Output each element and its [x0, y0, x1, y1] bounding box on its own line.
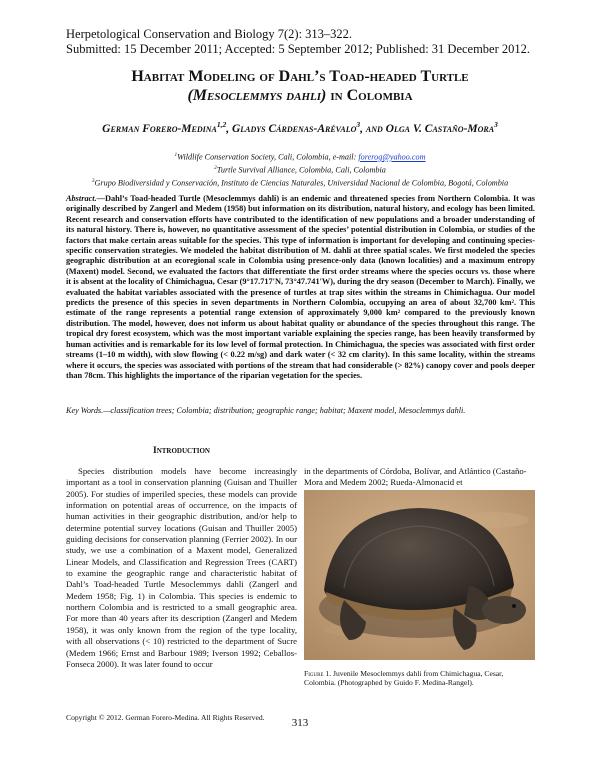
affil-2-marker: 2 — [214, 165, 217, 172]
submission-dates: Submitted: 15 December 2011; Accepted: 5 September 2012; Published: 31 December 2012. — [66, 42, 531, 56]
body-column-left — [66, 466, 297, 670]
affiliation-3: Grupo Biodiversidad y Conservación, Instituto de Ciencias Naturales, Universidad Nacional de Colombia, Bogotá, Colombia — [94, 179, 509, 189]
keywords: Key Words.—classification trees; Colombia; distribution; geographic range; habitat; Maxent model, Mesoclemmys dahli. — [66, 406, 466, 415]
title-species-name: (Mesoclemmys dahli) — [187, 87, 327, 104]
title-line-2-rest: in Colombia — [326, 87, 413, 104]
journal-citation: Herpetological Conservation and Biology 7(2): 313–322. — [66, 27, 353, 41]
affiliation-1: Wildlife Conservation Society, Cali, Colombia, e-mail: — [177, 152, 359, 162]
abstract-label: Abstract. — [66, 194, 97, 203]
author-1-affil: 1,2 — [216, 120, 227, 129]
body-column-right-text: in the departments of Córdoba, Bolívar, and Atlántico (Castaño-Mora and Medem 2002; Rueda-Almonacid et — [304, 466, 527, 488]
affiliations — [40, 150, 560, 190]
copyright-notice: Copyright © 2012. German Forero-Medina. All Rights Reserved. — [66, 713, 265, 722]
author-2-affil: 3 — [356, 120, 361, 129]
figure-caption-text: Juvenile Mesoclemmys dahli from Chimichagua, Cesar, Colombia. (Photographed by Guido F. Medina-Rangel). — [304, 669, 504, 688]
author-1: German Forero-Medina — [102, 122, 217, 135]
figure-label: Figure 1. — [304, 669, 332, 678]
turtle-photo — [304, 490, 535, 660]
abstract — [66, 194, 535, 381]
paper-title — [40, 67, 560, 105]
author-2: Gladys Cárdenas-Arévalo — [231, 122, 357, 135]
figure-caption — [304, 669, 535, 688]
author-3: Olga V. Castaño-Mora — [385, 122, 495, 135]
journal-header — [66, 27, 546, 57]
section-heading-introduction: Introduction — [153, 446, 210, 456]
page-number: 313 — [291, 717, 309, 729]
author-list — [40, 120, 560, 135]
affiliation-2: Turtle Survival Alliance, Colombia, Cali, Colombia — [216, 165, 386, 175]
abstract-text: —Dahl’s Toad-headed Turtle (Mesoclemmys dahli) is an endemic and threatened species from Northern Colombia. It was originally described by Zangerl and Medem (1958) but information on its distribution, natural history, and ecology has been limited. Recent research and conservation efforts have contributed to the identification of new populations and a broader understanding of its natural history. There is, however, no quantitative assessment of the species’ potential distribution in Colombia, or studies of the factors that make certain areas suitable for the species. This type of information is important for developing and continuing species-specific conservation strategies. We modeled the habitat distribution of M. dahli at three spatial scales. We first modeled the species geographic distribution at an ecoregional scale in Colombia using presence-only data (known localities) and a maximum entropy (Maxent) model. Second, we evaluated the factors that differentiate the first order streams where the species occurs vs. those where it is absent at the locality of Chimichagua, Cesar (9°17.717'N, 73°47.741'W), during the dry season (December to March). Finally, we evaluated the habitat variables associated with the presence of turtles at trap sites within the streams in Chimichagua. Our model predicts the presence of this species in seven departments in Northern Colombia, occupying an area of about 32,700 km². This estimate of the range represents a potential range extension of approximately 9,000 km² compared to the previously known distribution. The model, however, does not inform us about habitat quality or abundance of the species throughout this range. The tropical dry forest ecosystem, which was the most important variable explaining the species range, has been heavily transformed by human activities and is remarkable for its low level of formal protection. In Chimichagua, the species was associated with first order streams (1–10 m width), with slow flowing (< 0.22 m/sg) and dark water (< 32 cm clarity). In this same locality, within the streams where it occurs, the species was associated with portions of the stream that had considerable (> 82%) canopy cover and pools deeper than 78cm. This highlights the importance of the riparian vegetation for the species. — [66, 194, 535, 380]
title-line-1: Habitat Modeling of Dahl’s Toad-headed Turtle — [131, 68, 469, 85]
author-separator: , — [226, 122, 232, 135]
affil-3-marker: 3 — [91, 178, 95, 185]
author-3-affil: 3 — [494, 120, 498, 129]
author-separator: , and — [360, 122, 386, 135]
affil-1-marker: 1 — [174, 152, 178, 158]
author-email-link[interactable]: forerog@yahoo.com — [358, 152, 426, 162]
intro-paragraph: Species distribution models have become increasingly important as a tool in conservation planning (Guisan and Thuiller 2005). For studies of imperiled species, these models can provide information on potential areas of occurrence, on the impacts of human activities in their geographic distribution, and/or help to determine potential survey locations (Guisan and Thuiller 2005) guiding decisions for conservation planning (Ferrier 2002). In our study, we use a combination of a Maxent model, Generalized Linear Models, and Classification and Regression Trees (CART) to examine the geographic range and characteristic habitat of Dahl’s Toad-headed Turtle Mesoclemmys dahli (Zangerl and Medem 1958; Fig. 1) in Colombia. This species is endemic to northern Colombia and is restricted to a small geographic area. For more than 40 years after its description (Zangerl and Medem 1958), it was only known from the region of the type locality, with all observations (< 10) restricted to the department of Sucre (Medem 1966; Ernst and Barbour 1989; Iverson 1992; Ceballos-Fonseca 2000). It was later found to occur — [66, 466, 297, 669]
